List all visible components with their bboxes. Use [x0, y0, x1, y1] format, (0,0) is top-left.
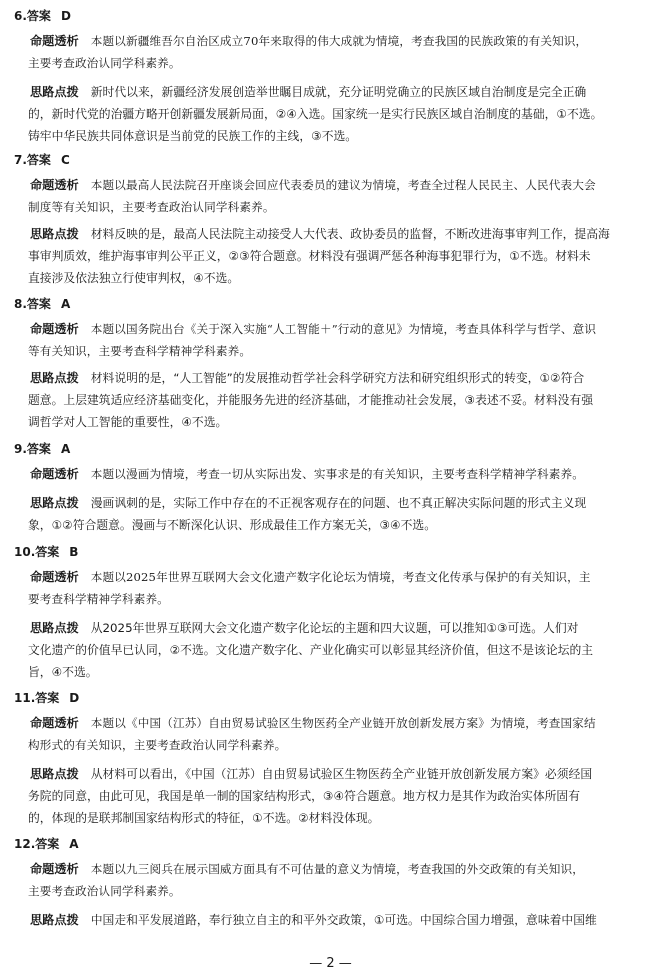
answer-label: 答案: [35, 691, 60, 705]
hint-text: 铸牢中华民族共同体意识是当前党的民族工作的主线，③不选。: [28, 129, 358, 143]
insight-text: 要考查科学精神学科素养。: [28, 592, 169, 606]
hint-text: 材料反映的是，最高人民法院主动接受人大代表、政协委员的监督，不断改进海事审判工作，提高海: [90, 227, 610, 241]
hint-text: 事审判质效，维护海事审判公平正义，②③符合题意。材料没有强调严惩各种海事犯罪行为，①不选。材料未: [28, 249, 591, 263]
hint-line: [30, 369, 584, 387]
hint-line: [28, 516, 436, 534]
question-number: 11.: [14, 691, 36, 705]
answer-label: 答案: [26, 442, 51, 456]
insight-text: 本题以2025年世界互联网大会文化遗产数字化论坛为情境，考查文化传承与保护的有关知识，主: [90, 570, 591, 584]
question-number: 8.: [14, 297, 27, 311]
hint-line: [28, 391, 593, 409]
hint-line: [28, 809, 379, 827]
insight-text: 本题以新疆维吾尔自治区成立70年来取得的伟大成就为情境，考查我国的民族政策的有关知识，: [90, 34, 588, 48]
answer-label: 答案: [35, 837, 60, 851]
hint-label: 思路点拨: [30, 371, 79, 385]
insight-line: [30, 176, 596, 194]
insight-label: 命题透析: [30, 570, 79, 584]
hint-line: [28, 787, 580, 805]
hint-label: 思路点拨: [30, 913, 79, 927]
answer-choice: A: [69, 837, 79, 851]
hint-line: [30, 911, 597, 929]
insight-text: 制度等有关知识，主要考查政治认同学科素养。: [28, 200, 275, 214]
question-number: 12.: [14, 837, 36, 851]
hint-line: [30, 765, 592, 783]
hint-text: 从材料可以看出，《中国（江苏）自由贸易试验区生物医药全产业链开放创新发展方案》必须经国: [90, 767, 593, 781]
insight-text: 本题以《中国（江苏）自由贸易试验区生物医药全产业链开放创新发展方案》为情境，考查国家结: [90, 716, 596, 730]
answer-choice: D: [60, 9, 71, 23]
insight-line: [30, 568, 591, 586]
answer-label: 答案: [35, 545, 60, 559]
hint-label: 思路点拨: [30, 85, 79, 99]
insight-line: [28, 882, 181, 900]
hint-label: 思路点拨: [30, 496, 79, 510]
hint-text: 的，新时代党的治疆方略开创新疆发展新局面，②④入选。国家统一是实行民族区域自治制度的基础，①不选。: [28, 107, 603, 121]
hint-text: 调哲学对人工智能的重要性，④不选。: [28, 415, 228, 429]
insight-text: 本题以国务院出台《关于深入实施“人工智能＋”行动的意见》为情境，考查具体科学与哲学、意识: [90, 322, 597, 336]
insight-text: 本题以漫画为情境，考查一切从实际出发、实事求是的有关知识，主要考查科学精神学科素养。: [90, 467, 584, 481]
hint-text: 务院的同意，由此可见，我国是单一制的国家结构形式，③④符合题意。地方权力是其作为政治实体所固有: [28, 789, 581, 803]
hint-line: [28, 127, 357, 145]
insight-line: [28, 54, 181, 72]
hint-text: 中国走和平发展道路，奉行独立自主的和平外交政策，①可选。中国综合国力增强，意味着中国维: [90, 913, 597, 927]
insight-label: 命题透析: [30, 716, 79, 730]
hint-text: 从2025年世界互联网大会文化遗产数字化论坛的主题和四大议题，可以推知①③可选。人们对: [90, 621, 579, 635]
hint-text: 的，体现的是联邦制国家结构形式的特征，①不选。②材料没体现。: [28, 811, 380, 825]
insight-label: 命题透析: [30, 862, 79, 876]
hint-line: [28, 663, 98, 681]
hint-text: 直接涉及依法独立行使审判权，④不选。: [28, 271, 240, 285]
insight-label: 命题透析: [30, 34, 79, 48]
hint-line: [30, 83, 586, 101]
hint-line: [30, 494, 586, 512]
insight-line: [28, 736, 286, 754]
hint-text: 新时代以来，新疆经济发展创造举世瞩目成就，充分证明党确立的民族区域自治制度是完全正确: [90, 85, 587, 99]
question-header: [14, 441, 70, 457]
insight-text: 本题以九三阅兵在展示国威方面具有不可估量的意义为情境，考查我国的外交政策的有关知识，: [90, 862, 584, 876]
hint-line: [28, 105, 602, 123]
question-header: [14, 152, 70, 168]
insight-line: [30, 32, 587, 50]
insight-label: 命题透析: [30, 178, 79, 192]
insight-text: 等有关知识，主要考查科学精神学科素养。: [28, 344, 252, 358]
question-header: [14, 544, 78, 560]
question-header: [14, 296, 70, 312]
answer-label: 答案: [26, 153, 51, 167]
hint-line: [28, 247, 591, 265]
answer-choice: D: [69, 691, 80, 705]
question-header: [14, 8, 71, 24]
hint-label: 思路点拨: [30, 621, 79, 635]
insight-label: 命题透析: [30, 322, 79, 336]
hint-line: [30, 619, 578, 637]
answer-choice: A: [60, 442, 71, 456]
hint-text: 题意。上层建筑适应经济基础变化，并能服务先进的经济基础，才能推动社会发展，③表述不妥。材料没有强: [28, 393, 594, 407]
insight-text: 主要考查政治认同学科素养。: [28, 56, 181, 70]
insight-line: [30, 860, 584, 878]
question-header: [14, 836, 79, 852]
question-number: 10.: [14, 545, 36, 559]
question-number: 6.: [14, 9, 27, 23]
hint-text: 旨，④不选。: [28, 665, 98, 679]
hint-label: 思路点拨: [30, 767, 79, 781]
hint-line: [28, 641, 593, 659]
answer-choice: C: [60, 153, 70, 167]
insight-text: 本题以最高人民法院召开座谈会回应代表委员的建议为情境，考查全过程人民民主、人民代表大会: [90, 178, 596, 192]
hint-line: [28, 413, 227, 431]
hint-line: [30, 225, 610, 243]
hint-text: 文化遗产的价值早已认同，②不选。文化遗产数字化、产业化确实可以彰显其经济价值，但这不是该论坛的主: [28, 643, 594, 657]
insight-line: [28, 198, 275, 216]
question-number: 7.: [14, 153, 27, 167]
hint-text: 材料说明的是，“人工智能”的发展推动哲学社会科学研究方法和研究组织形式的转变，①②符合: [90, 371, 585, 385]
answer-label: 答案: [26, 297, 51, 311]
insight-label: 命题透析: [30, 467, 79, 481]
hint-line: [28, 269, 239, 287]
hint-text: 漫画讽刺的是，实际工作中存在的不正视客观存在的问题、也不真正解决实际问题的形式主义现: [90, 496, 587, 510]
question-number: 9.: [14, 442, 27, 456]
insight-text: 主要考查政治认同学科素养。: [28, 884, 181, 898]
insight-line: [30, 320, 596, 338]
insight-line: [30, 465, 584, 483]
answer-label: 答案: [26, 9, 51, 23]
hint-text: 象，①②符合题意。漫画与不断深化认识、形成最佳工作方案无关，③④不选。: [28, 518, 437, 532]
answer-choice: A: [60, 297, 71, 311]
answer-choice: B: [69, 545, 79, 559]
hint-label: 思路点拨: [30, 227, 79, 241]
insight-line: [28, 590, 169, 608]
page-number: — 2 —: [309, 956, 352, 971]
insight-text: 构形式的有关知识，主要考查政治认同学科素养。: [28, 738, 287, 752]
insight-line: [30, 714, 596, 732]
insight-line: [28, 342, 251, 360]
question-header: [14, 690, 79, 706]
